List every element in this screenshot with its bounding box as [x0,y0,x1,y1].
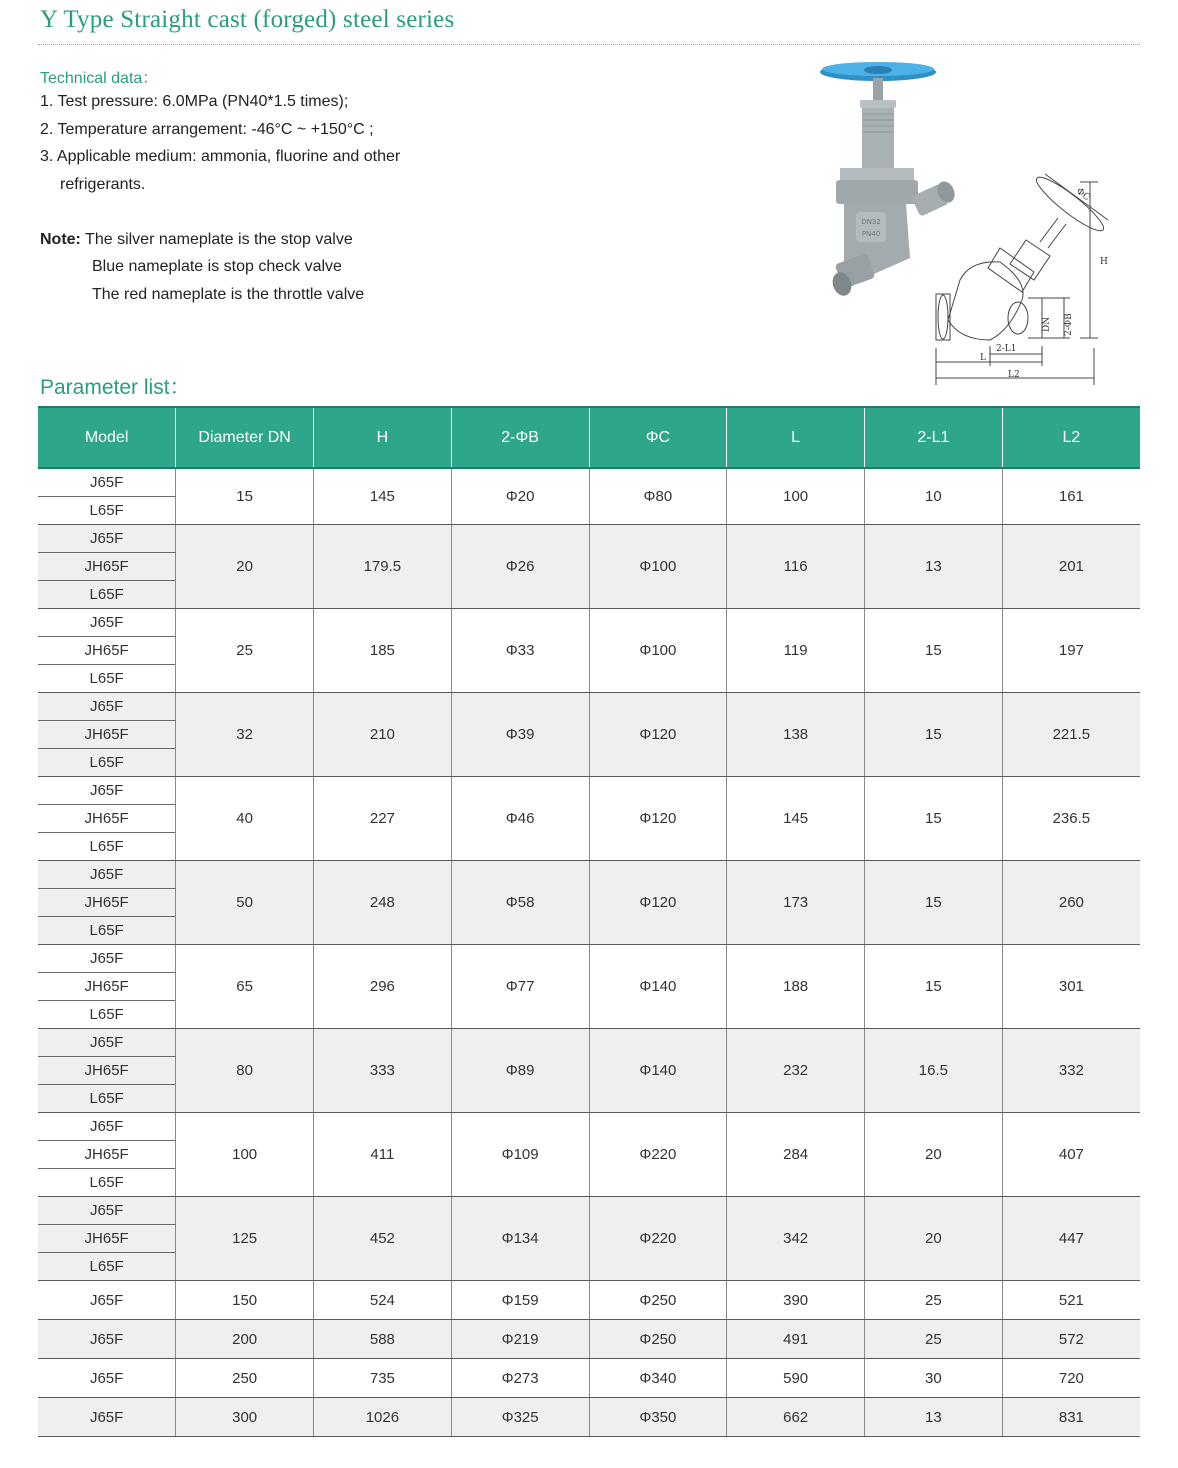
cell-model: J65F [38,1029,176,1057]
cell-l: 119 [727,609,865,693]
tech-line-temperature: 2. Temperature arrangement: -46°C ~ +150°C ; [40,121,374,138]
cell-h: 179.5 [314,525,452,609]
cell-model: J65F [38,1359,176,1398]
cell-2-l1: 15 [865,777,1003,861]
table-row [38,1281,1140,1320]
cell-2-l1: 15 [865,861,1003,945]
table-row [38,1398,1140,1437]
cell-l: 188 [727,945,865,1029]
cell-dn: 250 [176,1359,314,1398]
cell-model: JH65F [38,637,176,665]
cell-h: 210 [314,693,452,777]
table-row [38,945,1140,973]
table-row [38,609,1140,637]
cell-model: JH65F [38,1141,176,1169]
cell-2-phi-b: Φ219 [451,1320,589,1359]
cell-l2: 301 [1002,945,1140,1029]
cell-h: 411 [314,1113,452,1197]
cell-model: L65F [38,917,176,945]
table-header-row [38,407,1140,468]
cell-l: 145 [727,777,865,861]
cell-l2: 521 [1002,1281,1140,1320]
cell-l2: 447 [1002,1197,1140,1281]
cell-model: L65F [38,833,176,861]
cell-dn: 40 [176,777,314,861]
cell-2-l1: 20 [865,1113,1003,1197]
cell-model: J65F [38,777,176,805]
cell-dn: 65 [176,945,314,1029]
cell-2-phi-b: Φ109 [451,1113,589,1197]
cell-h: 333 [314,1029,452,1113]
cell-model: JH65F [38,889,176,917]
cell-2-phi-b: Φ58 [451,861,589,945]
cell-h: 227 [314,777,452,861]
note-line-silver: The silver nameplate is the stop valve [85,231,353,248]
cell-model: L65F [38,749,176,777]
label-dn: DN [1042,316,1052,332]
cell-model: JH65F [38,1225,176,1253]
cell-model: JH65F [38,721,176,749]
cell-l: 590 [727,1359,865,1398]
table-row [38,1197,1140,1225]
cell-phi-c: Φ120 [589,693,727,777]
cell-phi-c: Φ250 [589,1320,727,1359]
cell-l2: 572 [1002,1320,1140,1359]
table-row [38,1320,1140,1359]
label-2-phi-b: 2-ΦB [1064,313,1074,336]
cell-2-l1: 15 [865,945,1003,1029]
table-row [38,777,1140,805]
cell-dn: 200 [176,1320,314,1359]
col-header-l: L [727,407,865,468]
cell-model: J65F [38,861,176,889]
cell-model: L65F [38,1169,176,1197]
cell-phi-c: Φ350 [589,1398,727,1437]
cell-dn: 150 [176,1281,314,1320]
cell-l: 662 [727,1398,865,1437]
label-phi-c: ΦC [1074,186,1092,204]
cell-2-phi-b: Φ77 [451,945,589,1029]
cell-model: L65F [38,665,176,693]
cell-phi-c: Φ220 [589,1113,727,1197]
table-row [38,1029,1140,1057]
cell-h: 588 [314,1320,452,1359]
cell-model: L65F [38,581,176,609]
cell-model: JH65F [38,805,176,833]
cell-dn: 50 [176,861,314,945]
cell-h: 248 [314,861,452,945]
cell-h: 452 [314,1197,452,1281]
cell-2-l1: 25 [865,1281,1003,1320]
cell-2-phi-b: Φ273 [451,1359,589,1398]
cell-phi-c: Φ140 [589,945,727,1029]
cell-l: 100 [727,468,865,525]
cell-l: 116 [727,525,865,609]
cell-l2: 831 [1002,1398,1140,1437]
cell-phi-c: Φ120 [589,777,727,861]
cell-l: 138 [727,693,865,777]
table-row [38,525,1140,553]
dimension-drawing [930,170,1120,385]
label-l2: L2 [1008,370,1020,380]
cell-h: 185 [314,609,452,693]
cell-2-phi-b: Φ159 [451,1281,589,1320]
cell-l2: 197 [1002,609,1140,693]
cell-h: 735 [314,1359,452,1398]
col-header-model: Model [38,407,176,468]
table-row [38,468,1140,497]
cell-model: J65F [38,1398,176,1437]
page-title: Y Type Straight cast (forged) steel series [40,6,455,33]
cell-phi-c: Φ100 [589,609,727,693]
table-body [38,468,1140,1437]
cell-l2: 221.5 [1002,693,1140,777]
nameplate-text-dn: DN32 [861,218,881,226]
cell-model: J65F [38,1197,176,1225]
cell-h: 524 [314,1281,452,1320]
note-block [40,231,353,249]
cell-phi-c: Φ250 [589,1281,727,1320]
cell-dn: 15 [176,468,314,525]
cell-model: J65F [38,525,176,553]
col-header-2-l1: 2-L1 [865,407,1003,468]
cell-model: L65F [38,1001,176,1029]
cell-model: JH65F [38,553,176,581]
cell-dn: 32 [176,693,314,777]
cell-2-l1: 20 [865,1197,1003,1281]
cell-model: J65F [38,945,176,973]
col-header-phi-c: ΦC [589,407,727,468]
cell-model: J65F [38,693,176,721]
cell-model: JH65F [38,973,176,1001]
label-l: L [980,353,986,363]
cell-l: 284 [727,1113,865,1197]
cell-dn: 100 [176,1113,314,1197]
col-header-l2: L2 [1002,407,1140,468]
nameplate-text-pn: PN40 [861,230,881,238]
cell-phi-c: Φ220 [589,1197,727,1281]
label-2-l1: 2-L1 [996,344,1017,354]
cell-dn: 125 [176,1197,314,1281]
cell-2-phi-b: Φ39 [451,693,589,777]
cell-phi-c: Φ140 [589,1029,727,1113]
cell-2-l1: 13 [865,525,1003,609]
cell-2-l1: 15 [865,609,1003,693]
cell-2-phi-b: Φ89 [451,1029,589,1113]
cell-l2: 407 [1002,1113,1140,1197]
cell-l: 390 [727,1281,865,1320]
cell-2-l1: 25 [865,1320,1003,1359]
note-line-red: The red nameplate is the throttle valve [92,286,365,303]
cell-2-l1: 10 [865,468,1003,525]
title-divider [38,44,1140,45]
col-header-2-phi-b: 2-ΦB [451,407,589,468]
cell-dn: 300 [176,1398,314,1437]
cell-h: 296 [314,945,452,1029]
cell-dn: 80 [176,1029,314,1113]
cell-l2: 236.5 [1002,777,1140,861]
cell-phi-c: Φ340 [589,1359,727,1398]
cell-2-l1: 30 [865,1359,1003,1398]
cell-model: J65F [38,1281,176,1320]
cell-l2: 201 [1002,525,1140,609]
technical-data-heading: Technical data： [40,70,159,87]
cell-model: L65F [38,1085,176,1113]
cell-l2: 260 [1002,861,1140,945]
cell-l2: 332 [1002,1029,1140,1113]
cell-h: 1026 [314,1398,452,1437]
cell-phi-c: Φ100 [589,525,727,609]
tech-line-medium: 3. Applicable medium: ammonia, fluorine and other [40,148,401,165]
cell-dn: 25 [176,609,314,693]
cell-2-phi-b: Φ20 [451,468,589,525]
cell-2-phi-b: Φ325 [451,1398,589,1437]
cell-model: J65F [38,468,176,497]
cell-l: 491 [727,1320,865,1359]
col-header-h: H [314,407,452,468]
cell-model: J65F [38,1320,176,1359]
cell-2-phi-b: Φ134 [451,1197,589,1281]
table-row [38,1359,1140,1398]
cell-model: L65F [38,497,176,525]
cell-model: JH65F [38,1057,176,1085]
label-h: H [1100,257,1108,267]
cell-l: 232 [727,1029,865,1113]
cell-2-phi-b: Φ46 [451,777,589,861]
col-header-dn: Diameter DN [176,407,314,468]
cell-l2: 161 [1002,468,1140,525]
note-label: Note: [40,231,81,248]
cell-dn: 20 [176,525,314,609]
parameter-table [38,406,1140,1437]
cell-phi-c: Φ80 [589,468,727,525]
cell-model: L65F [38,1253,176,1281]
cell-l2: 720 [1002,1359,1140,1398]
tech-line-pressure: 1. Test pressure: 6.0MPa (PN40*1.5 times); [40,93,349,110]
table-row [38,693,1140,721]
parameter-list-heading: Parameter list： [40,376,191,399]
cell-l: 173 [727,861,865,945]
table-row [38,1113,1140,1141]
cell-2-l1: 13 [865,1398,1003,1437]
cell-l: 342 [727,1197,865,1281]
cell-2-l1: 16.5 [865,1029,1003,1113]
cell-model: J65F [38,1113,176,1141]
cell-h: 145 [314,468,452,525]
note-line-blue: Blue nameplate is stop check valve [92,258,342,275]
cell-2-phi-b: Φ26 [451,525,589,609]
cell-model: J65F [38,609,176,637]
cell-2-phi-b: Φ33 [451,609,589,693]
tech-line-medium-cont: refrigerants. [60,176,146,193]
cell-2-l1: 15 [865,693,1003,777]
cell-phi-c: Φ120 [589,861,727,945]
table-row [38,861,1140,889]
